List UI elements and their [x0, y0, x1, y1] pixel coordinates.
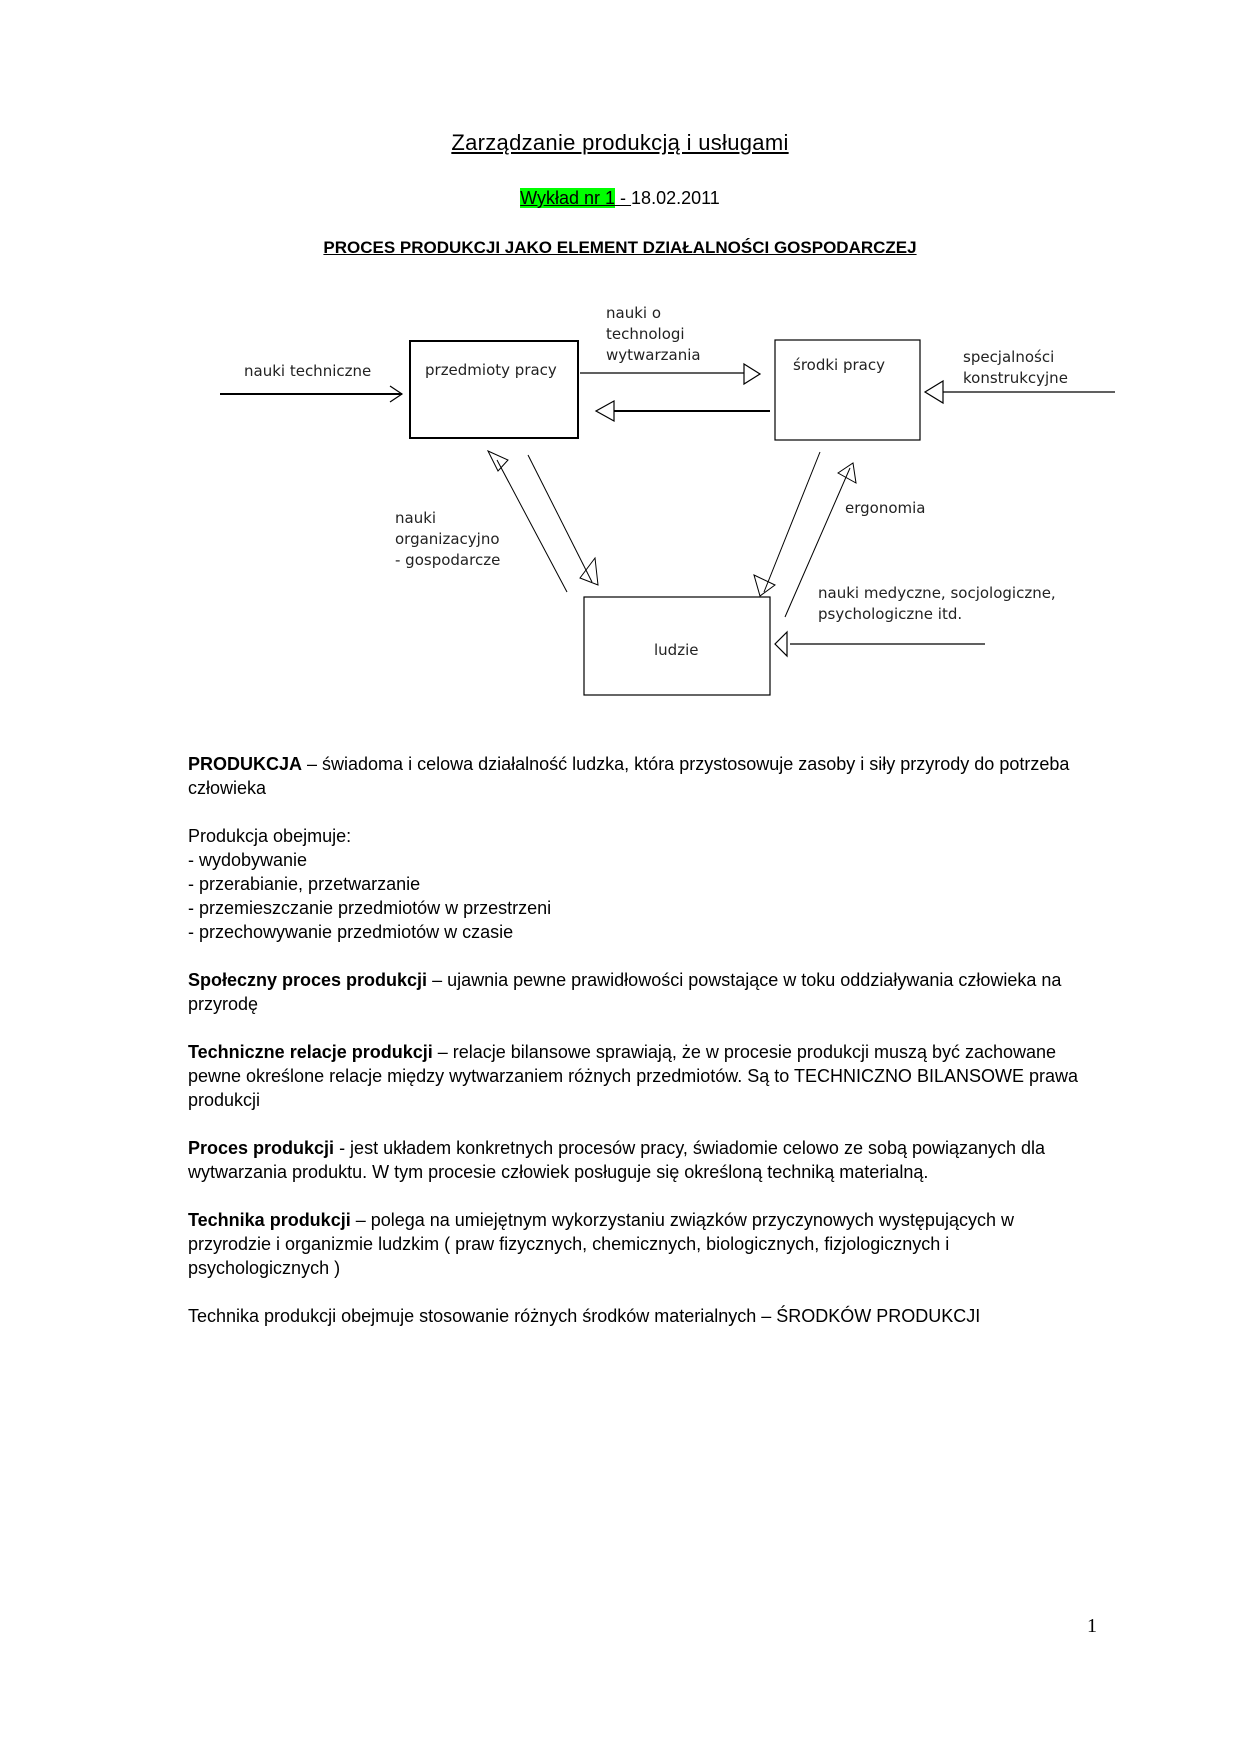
label-ergonomia: ergonomia — [845, 499, 926, 517]
list-item: - przemieszczanie przedmiotów w przestrzeni — [188, 898, 552, 918]
label-nauki-organizacyjne: nauki organizacyjno - gospodarcze — [395, 509, 501, 569]
list-item: - przechowywanie przedmiotów w czasie — [188, 922, 514, 942]
box-przedmioty-pracy — [410, 341, 578, 438]
paragraph-technika: Technika produkcji – polega na umiejętnym wykorzystaniu związków przyczynowych występujących w przyrodzie i organizmie ludzkim ( praw fizycznych, chemicznych, biologicznych, fizjologicznych i psychologicznych ) — [188, 1210, 1014, 1278]
section-heading: PROCES PRODUKCJI JAKO ELEMENT DZIAŁALNOŚCI GOSPODARCZEJ — [323, 238, 917, 257]
paragraph-proces: Proces produkcji - jest układem konkretnych procesów pracy, świadomie celowo ze sobą powiązanych dla wytwarzania produktu. W tym procesie człowiek posługuje się określoną techniką materialną. — [188, 1138, 1046, 1182]
label-nauki-o-technologii: nauki o technologi wytwarzania — [606, 304, 701, 364]
box-label-srodki-pracy: środki pracy — [793, 356, 885, 374]
list-item: - przerabianie, przetwarzanie — [188, 874, 421, 894]
lecture-label: Wykład nr 1 — [520, 188, 616, 208]
paragraph-obejmuje: Produkcja obejmuje: - wydobywanie - przerabianie, przetwarzanie - przemieszczanie przedmiotów w przestrzeni - przechowywanie przedmiotów w czasie — [188, 826, 552, 942]
label-nauki-medyczne: nauki medyczne, socjologiczne, psychologiczne itd. — [818, 584, 1056, 623]
paragraph-spoleczny: Społeczny proces produkcji – ujawnia pewne prawidłowości powstające w toku oddziaływania człowieka na przyrodę — [188, 970, 1062, 1014]
paragraph-techniczne-relacje: Techniczne relacje produkcji – relacje bilansowe sprawiają, że w procesie produkcji muszą być zachowane pewne określone relacje między wytwarzaniem różnych przedmiotów. Są to TECHNICZNO BILANSOWE prawa produkcji — [188, 1042, 1078, 1110]
paragraph-produkcja: PRODUKCJA – świadoma i celowa działalność ludzka, która przystosowuje zasoby i siły przyrody do potrzeba człowieka — [188, 754, 1070, 798]
label-nauki-techniczne: nauki techniczne — [244, 362, 372, 380]
document-title: Zarządzanie produkcją i usługami — [451, 130, 789, 155]
document-body — [188, 752, 1088, 1352]
lecture-date: 18.02.2011 — [631, 188, 720, 208]
box-label-ludzie: ludzie — [654, 641, 699, 659]
paragraph-technika-obejmuje: Technika produkcji obejmuje stosowanie różnych środków materialnych – ŚRODKÓW PRODUKCJI — [188, 1306, 981, 1326]
lecture-separator: - — [615, 188, 632, 208]
box-label-przedmioty-pracy: przedmioty pracy — [425, 361, 557, 379]
page-number: 1 — [1087, 1615, 1097, 1637]
label-specjalnosci-konstrukcyjne: specjalności konstrukcyjne — [963, 348, 1068, 387]
list-item: - wydobywanie — [188, 850, 308, 870]
